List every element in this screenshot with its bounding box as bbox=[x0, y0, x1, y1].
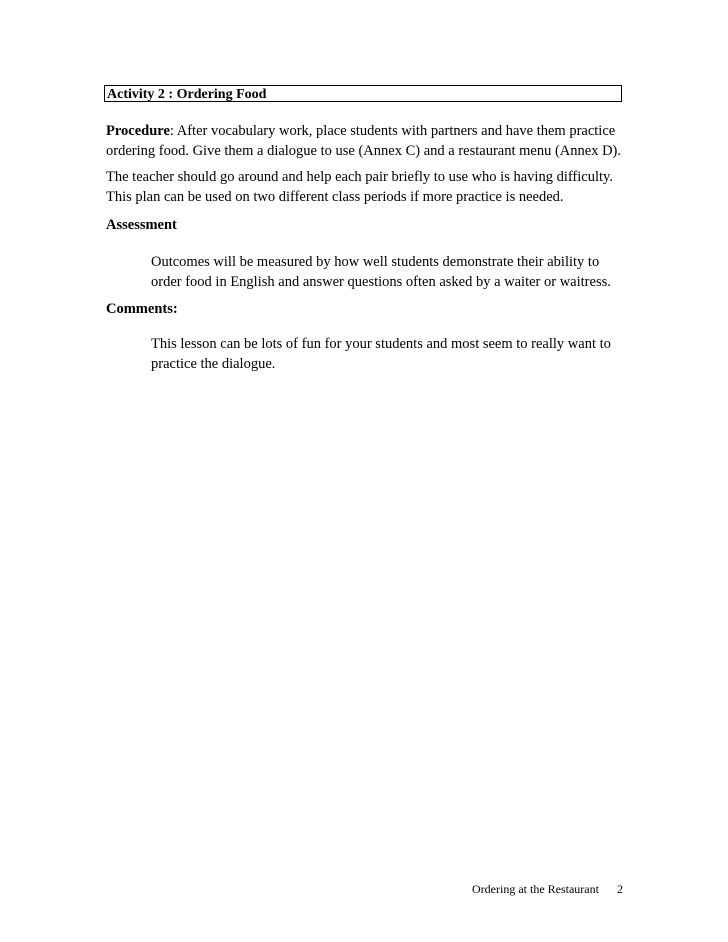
teacher-line-1: The teacher should go around and help each pair briefly to use who is having difficulty. bbox=[106, 169, 613, 185]
page-footer bbox=[472, 882, 623, 897]
footer-title: Ordering at the Restaurant bbox=[472, 882, 599, 896]
teacher-paragraph bbox=[106, 167, 626, 207]
assessment-line-1: Outcomes will be measured by how well students demonstrate their ability to bbox=[151, 254, 600, 270]
comments-paragraph bbox=[151, 334, 671, 374]
assessment-line-2: order food in English and answer questions often asked by a waiter or waitress. bbox=[151, 274, 611, 290]
procedure-label: Procedure bbox=[106, 123, 170, 139]
activity-heading: Activity 2 : Ordering Food bbox=[104, 85, 622, 102]
comments-line-2: practice the dialogue. bbox=[151, 356, 276, 372]
comments-heading: Comments: bbox=[106, 301, 178, 317]
procedure-line-1 bbox=[106, 121, 626, 141]
assessment-heading: Assessment bbox=[106, 217, 177, 233]
assessment-paragraph bbox=[151, 252, 671, 292]
procedure-line-2: ordering food. Give them a dialogue to use (Annex C) and a restaurant menu (Annex D). bbox=[106, 143, 621, 159]
comments-line-1: This lesson can be lots of fun for your students and most seem to really want to bbox=[151, 336, 611, 352]
procedure-paragraph bbox=[106, 121, 626, 161]
procedure-line-1-text: : After vocabulary work, place students with partners and have them practice bbox=[169, 123, 616, 139]
page-number: 2 bbox=[616, 882, 623, 896]
teacher-line-2: This plan can be used on two different class periods if more practice is needed. bbox=[106, 189, 564, 205]
